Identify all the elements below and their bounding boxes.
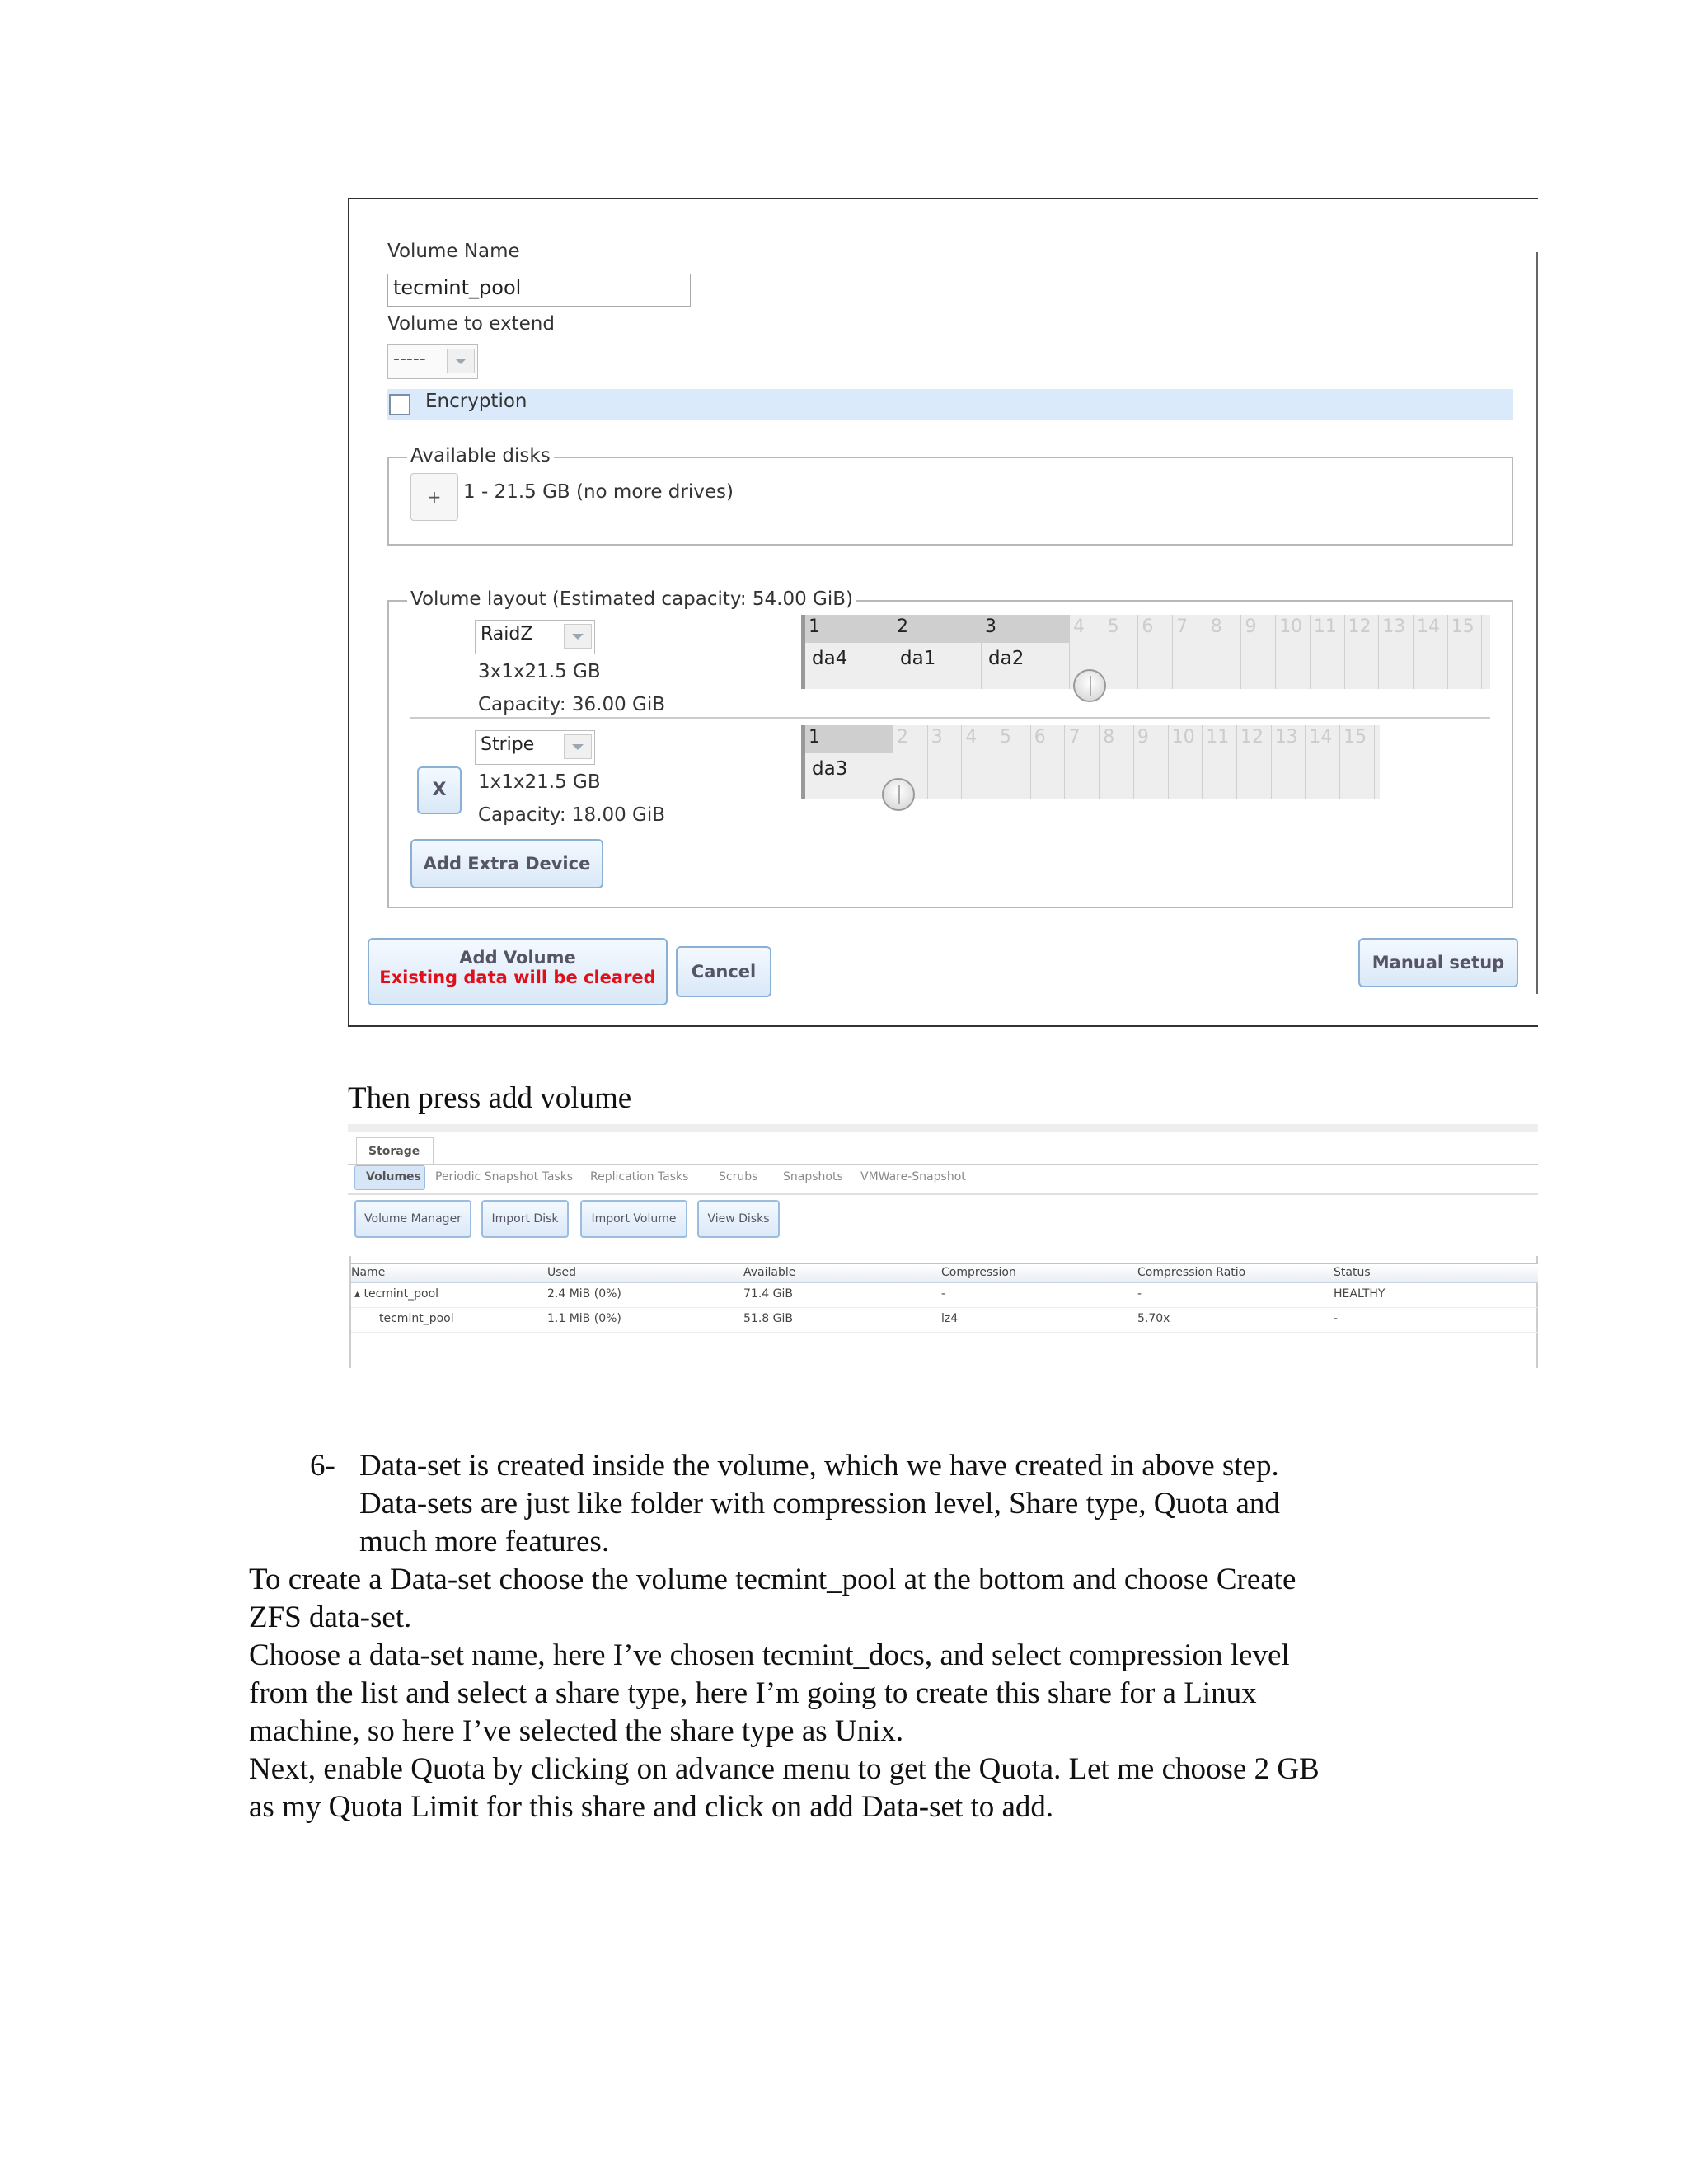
disk-column [1134,725,1169,799]
table-header [351,1263,1538,1283]
table-cell: tecmint_pool [379,1312,454,1325]
volume-name-input[interactable]: tecmint_pool [387,274,691,307]
disk-column [1203,725,1237,799]
chevron-down-icon [564,734,592,759]
body-line: Next, enable Quota by clicking on advance menu to get the Quota. Let me choose 2 GB [249,1752,1320,1786]
volume-to-extend-select[interactable] [387,344,478,379]
disk-column-number: 7 [1068,727,1081,748]
disk-column-number: 11 [1313,616,1337,637]
body-line: from the list and select a share type, here I’m going to create this share for a Linux [249,1676,1257,1710]
disk-column [1207,615,1242,689]
disk-column-number: 2 [897,616,908,637]
volume-name-label: Volume Name [387,241,520,262]
disk-column-number: 7 [1176,616,1189,637]
disk-column-number: 12 [1240,727,1264,748]
encryption-row [387,389,1513,420]
vdev-capacity: Capacity: 36.00 GiB [478,694,666,715]
table-row[interactable] [351,1282,1538,1308]
subtab-label[interactable]: Scrubs [719,1170,758,1183]
disk-column-number: 5 [1107,616,1119,637]
available-disks-fieldset [387,445,1513,546]
vdev-type-value: RaidZ [481,624,533,644]
volume-to-extend-value: ----- [393,349,426,369]
disk-device-label: da1 [900,648,936,669]
step-line: Data-set is created inside the volume, which we have created in above step. [359,1449,1279,1483]
storage-screenshot [348,1124,1538,1368]
subtab-label[interactable]: Snapshots [783,1170,843,1183]
disk-column [1066,725,1100,799]
disk-column [1138,615,1173,689]
disk-column-number: 15 [1451,616,1475,637]
volume-manager-screenshot [348,198,1538,1027]
body-line: as my Quota Limit for this share and click on add Data-set to add. [249,1790,1054,1824]
disk-device-label: da2 [988,648,1025,669]
subtab-label[interactable]: Periodic Snapshot Tasks [435,1170,574,1183]
disk-column-number: 14 [1309,727,1333,748]
vdev-capacity: Capacity: 18.00 GiB [478,804,666,826]
disk-column-number: 14 [1417,616,1440,637]
table-cell: 5.70x [1137,1312,1170,1325]
vdev-size: 3x1x21.5 GB [478,661,601,682]
table-cell: lz4 [941,1312,959,1325]
disk-column-number: 10 [1171,727,1195,748]
disk-column [1242,615,1277,689]
disk-column-number: 9 [1245,616,1257,637]
cancel-button[interactable]: Cancel [676,946,771,997]
table-row[interactable] [351,1307,1538,1333]
body-line: To create a Data-set choose the volume tecmint_pool at the bottom and choose Create [249,1563,1296,1596]
table-cell: HEALTHY [1334,1287,1386,1301]
subtab-label[interactable]: Volumes [366,1170,421,1183]
disk-column [893,615,982,689]
resize-handle-icon[interactable] [1073,669,1106,702]
add-disk-button[interactable]: + [410,473,458,521]
body-line: machine, so here I’ve selected the share type as Unix. [249,1714,904,1748]
disk-column [1272,725,1306,799]
table-cell: ▴ tecmint_pool [354,1287,439,1301]
body-line: ZFS data-set. [249,1601,412,1634]
column-header[interactable]: Available [743,1266,796,1279]
disk-column [805,725,893,799]
disk-column-number: 1 [809,616,820,637]
disk-column [1340,725,1375,799]
disk-column [1104,615,1139,689]
disk-column-number: 8 [1210,616,1222,637]
resize-handle-icon[interactable] [882,778,915,811]
top-bar [348,1124,1538,1132]
disk-column [805,615,893,689]
column-header[interactable]: Compression [941,1266,1016,1279]
column-header[interactable]: Name [351,1266,386,1279]
disk-column [1276,615,1311,689]
add-volume-warning: Existing data will be cleared [379,968,656,987]
disk-column-number: 6 [1142,616,1154,637]
volume-manager-button[interactable]: Volume Manager [354,1200,471,1238]
vdev-type-select[interactable] [475,620,595,654]
caption-then-press: Then press add volume [348,1081,632,1115]
disk-column-number: 11 [1206,727,1230,748]
disk-column [996,725,1031,799]
disk-column [1173,615,1207,689]
disk-column-number: 6 [1034,727,1046,748]
disk-column [1306,725,1340,799]
disk-column [1345,615,1380,689]
encryption-label: Encryption [425,391,528,412]
tab-storage[interactable] [356,1137,434,1165]
table-cell: - [1137,1287,1142,1301]
table-cell: - [1334,1312,1339,1325]
disk-column [1414,615,1448,689]
disk-column [1448,615,1483,689]
disk-column [962,725,996,799]
table-cell: 51.8 GiB [743,1312,793,1325]
disk-column-number: 2 [897,727,908,748]
vdev-size: 1x1x21.5 GB [478,771,601,793]
disk-column [928,725,963,799]
chevron-down-icon [447,349,475,373]
disk-column [1169,725,1203,799]
disk-column-number: 4 [965,727,978,748]
table-cell: 71.4 GiB [743,1287,793,1301]
table-cell: 1.1 MiB (0%) [547,1312,621,1325]
encryption-checkbox[interactable] [389,394,410,415]
remove-vdev-button[interactable]: X [417,766,462,814]
view-disks-button[interactable]: View Disks [697,1200,780,1238]
step-number: 6- [310,1449,335,1483]
disk-column-number: 13 [1382,616,1406,637]
frame-edge [1536,252,1538,994]
manual-setup-button[interactable]: Manual setup [1358,938,1518,987]
disk-column-number: 4 [1073,616,1085,637]
column-header[interactable]: Status [1334,1266,1371,1279]
import-volume-button[interactable]: Import Volume [580,1200,687,1238]
volume-layout-fieldset [387,588,1513,908]
add-volume-button[interactable] [368,938,668,1005]
volume-to-extend-label: Volume to extend [387,313,555,335]
disk-device-label: da4 [812,648,848,669]
add-extra-device-button[interactable]: Add Extra Device [410,839,603,888]
subtab-label[interactable]: VMWare-Snapshot [860,1170,966,1183]
vdev-disk-grid[interactable] [801,615,1490,689]
table-cell: - [941,1287,946,1301]
import-disk-button[interactable]: Import Disk [481,1200,569,1238]
tab-storage-label: Storage [368,1145,420,1158]
vdev-divider [410,717,1490,719]
disk-column-number: 8 [1103,727,1115,748]
disk-column [1031,725,1066,799]
disk-column-number: 3 [931,727,943,748]
volume-layout-legend: Volume layout (Estimated capacity: 54.00 GiB) [407,588,856,610]
body-line: Choose a data-set name, here I’ve chosen tecmint_docs, and select compression level [249,1638,1290,1672]
vdev-type-select[interactable] [475,730,595,765]
disk-column [1311,615,1345,689]
step-line: Data-sets are just like folder with compression level, Share type, Quota and [359,1487,1280,1521]
disk-column-number: 13 [1274,727,1298,748]
disk-column-number: 15 [1343,727,1367,748]
disk-column-number: 5 [1000,727,1012,748]
column-header[interactable]: Compression Ratio [1137,1266,1246,1279]
disk-column-number: 9 [1137,727,1149,748]
disk-column-number: 3 [985,616,996,637]
disk-column [1379,615,1414,689]
vdev-type-value: Stripe [481,734,535,755]
available-disks-legend: Available disks [407,445,554,466]
subtab-underline [348,1193,1538,1195]
disk-device-label: da3 [812,758,848,780]
disk-column-number: 12 [1348,616,1372,637]
subtab-label[interactable]: Replication Tasks [590,1170,689,1183]
step-line: much more features. [359,1525,610,1558]
disk-column [1237,725,1272,799]
tab-strip [348,1164,1538,1165]
column-header[interactable]: Used [547,1266,577,1279]
chevron-down-icon [564,624,592,649]
disk-column-number: 10 [1279,616,1303,637]
disk-column-number: 1 [809,727,820,748]
disk-column [982,615,1070,689]
table-cell: 2.4 MiB (0%) [547,1287,621,1301]
disk-column [1100,725,1134,799]
add-volume-label: Add Volume [459,948,576,968]
available-disks-text: 1 - 21.5 GB (no more drives) [463,481,734,503]
